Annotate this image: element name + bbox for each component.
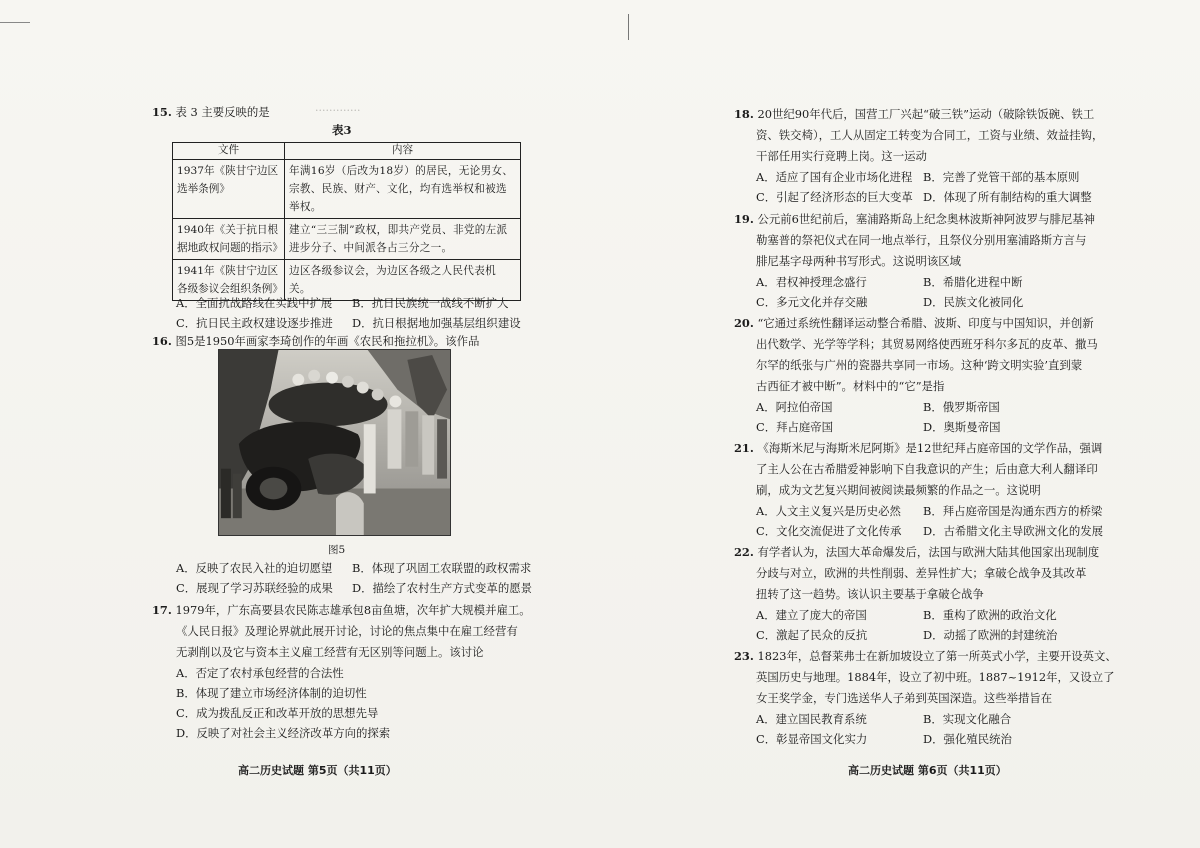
table-cell-document: 1937年《陕甘宁边区选举条例》 (173, 160, 285, 219)
question-15-options (176, 293, 521, 333)
question-text-line: 干部任用实行竞聘上岗。这一运动 (756, 149, 927, 163)
option-a[interactable]: A．适应了国有企业市场化进程 (756, 170, 913, 184)
question-17-stem (152, 600, 531, 620)
question-text-line: 1979年，广东高要县农民陈志雄承包8亩鱼塘，次年扩大规模并雇工。 (175, 603, 531, 617)
figure-5-painting (218, 349, 451, 536)
question-text-line: 女王奖学金，专门选送华人子弟到英国深造。这些举措旨在 (756, 691, 1053, 705)
bleed-through: ············· (315, 104, 361, 117)
question-22-stem (734, 542, 1099, 562)
option-a[interactable]: A．否定了农村承包经营的合法性 (176, 666, 344, 680)
option-b[interactable]: B．实现文化融合 (923, 712, 1012, 726)
question-text-line: 资、铁交椅），工人从固定工转变为合同工，工资与业绩、效益挂钩， (756, 128, 1104, 142)
question-text-line: 了主人公在古希腊爱神影响下自我意识的产生；后由意大利人翻译印 (756, 462, 1098, 476)
option-a[interactable]: A．反映了农民入社的迫切愿望 (176, 561, 333, 575)
option-d[interactable]: D．描绘了农村生产方式变革的愿景 (352, 581, 532, 595)
question-text-line: 有学者认为，法国大革命爆发后，法国与欧洲大陆其他国家出现制度 (757, 545, 1100, 559)
question-18-options (756, 167, 1092, 207)
table-cell-content: 建立“三三制”政权，即共产党员、非党的左派进步分子、中间派各占三分之一。 (285, 219, 521, 260)
page-footer-left: 高二历史试题 第5页（共11页） (238, 764, 397, 777)
option-b[interactable]: B．体现了建立市场经济体制的迫切性 (176, 686, 367, 700)
option-b[interactable]: B．体现了巩固工农联盟的政权需求 (352, 561, 532, 575)
question-text-line: 出代数学、光学等学科；其贸易网络使西班牙科尔多瓦的皮革、撒马 (756, 337, 1098, 351)
corner-mark (0, 22, 30, 23)
option-b[interactable]: B．完善了党管干部的基本原则 (923, 170, 1080, 184)
option-c[interactable]: C．成为拨乱反正和改革开放的思想先导 (176, 706, 379, 720)
question-number: 18. (734, 107, 754, 121)
table-row (173, 160, 521, 219)
option-b[interactable]: B．重构了欧洲的政治文化 (923, 608, 1057, 622)
question-17-options (176, 663, 390, 743)
question-text-line: 无剥削以及它与资本主义雇工经营有无区别等问题上。该讨论 (176, 645, 484, 659)
question-20-options (756, 397, 1000, 437)
option-c[interactable]: C．激起了民众的反抗 (756, 628, 868, 642)
option-d[interactable]: D．反映了对社会主义经济改革方向的探索 (176, 726, 391, 740)
option-a[interactable]: A．全面抗战路线在实践中扩展 (176, 296, 333, 310)
option-a[interactable]: A．君权神授理念盛行 (756, 275, 867, 289)
question-number: 19. (734, 212, 754, 226)
question-text-line: 英国历史与地理。1884年，设立了初中班。1887~1912年，又设立了 (756, 670, 1115, 684)
option-b[interactable]: B．拜占庭帝国是沟通东西方的桥梁 (923, 504, 1103, 518)
question-number: 21. (734, 441, 754, 455)
option-a[interactable]: A．人文主义复兴是历史必然 (756, 504, 901, 518)
page-footer-right: 高二历史试题 第6页（共11页） (848, 764, 1007, 777)
option-a[interactable]: A．建立国民教育系统 (756, 712, 867, 726)
column-header-document: 文件 (173, 143, 285, 160)
question-23-options (756, 709, 1012, 749)
option-b[interactable]: B．抗日民族统一战线不断扩大 (352, 296, 509, 310)
question-text-line: 分歧与对立，欧洲的共性削弱、差异性扩大；拿破仑战争及其改革 (756, 566, 1087, 580)
question-text-line: 腓尼基字母两种书写形式。这说明该区域 (756, 254, 962, 268)
question-number: 22. (734, 545, 754, 559)
question-number: 16. (152, 334, 172, 348)
question-number: 23. (734, 649, 754, 663)
question-19-options (756, 272, 1023, 312)
question-text-line: 1823年，总督莱弗士在新加坡设立了第一所英式小学，主要开设英文、 (757, 649, 1117, 663)
table-header-row (173, 143, 521, 160)
table-row (173, 219, 521, 260)
table-cell-document: 1941年《陕甘宁边区各级参议会组织条例》 (173, 260, 285, 301)
table-caption: 表3 (332, 123, 352, 137)
option-b[interactable]: B．俄罗斯帝国 (923, 400, 1000, 414)
question-16-options (176, 558, 532, 598)
option-d[interactable]: D．体现了所有制结构的重大调整 (923, 190, 1092, 204)
question-text-line: 公元前6世纪前后，塞浦路斯岛上纪念奥林波斯神阿波罗与腓尼基神 (757, 212, 1096, 226)
fold-mark (628, 14, 629, 40)
question-20-stem (734, 313, 1094, 333)
table-cell-content: 边区各级参议会，为边区各级之人民代表机关。 (285, 260, 521, 301)
question-21-options (756, 501, 1103, 541)
question-number: 15. (152, 105, 172, 119)
question-21-stem (734, 438, 1102, 458)
question-text: 图5是1950年画家李琦创作的年画《农民和拖拉机》。该作品 (175, 334, 480, 348)
option-c[interactable]: C．拜占庭帝国 (756, 420, 834, 434)
question-16-stem (152, 331, 479, 351)
painting-image (219, 350, 450, 535)
question-18-stem (734, 104, 1094, 124)
question-text-line: 20世纪90年代后，国营工厂兴起“破三铁”运动（破除铁饭碗、铁工 (757, 107, 1095, 121)
option-c[interactable]: C．彰显帝国文化实力 (756, 732, 868, 746)
question-text-line: 古西征才被中断”。材料中的“它”是指 (756, 379, 945, 393)
option-c[interactable]: C．引起了经济形态的巨大变革 (756, 190, 913, 204)
option-b[interactable]: B．希腊化进程中断 (923, 275, 1023, 289)
question-text-line: 刷，成为文艺复兴期间被阅读最频繁的作品之一。这说明 (756, 483, 1041, 497)
option-d[interactable]: D．民族文化被同化 (923, 295, 1024, 309)
question-text-line: 扭转了这一趋势。该认识主要基于拿破仑战争 (756, 587, 984, 601)
option-c[interactable]: C．抗日民主政权建设逐步推进 (176, 316, 333, 330)
option-a[interactable]: A．建立了庞大的帝国 (756, 608, 867, 622)
option-c[interactable]: C．文化交流促进了文化传承 (756, 524, 902, 538)
question-15-stem (152, 102, 270, 122)
option-a[interactable]: A．阿拉伯帝国 (756, 400, 833, 414)
question-text-line: 勒塞普的祭祀仪式在同一地点举行，且祭仪分别用塞浦路斯方言与 (756, 233, 1087, 247)
question-text-line: 《人民日报》及理论界就此展开讨论，讨论的焦点集中在雇工经营有 (176, 624, 518, 638)
table-3 (172, 142, 521, 301)
question-number: 17. (152, 603, 172, 617)
question-23-stem (734, 646, 1117, 666)
column-header-content: 内容 (285, 143, 521, 160)
table-cell-document: 1940年《关于抗日根据地政权问题的指示》 (173, 219, 285, 260)
option-d[interactable]: D．抗日根据地加强基层组织建设 (352, 316, 521, 330)
question-text-line: “它通过系统性翻译运动整合希腊、波斯、印度与中国知识，并创新 (757, 316, 1094, 330)
option-d[interactable]: D．古希腊文化主导欧洲文化的发展 (923, 524, 1103, 538)
option-d[interactable]: D．动摇了欧洲的封建统治 (923, 628, 1058, 642)
option-c[interactable]: C．多元文化并存交融 (756, 295, 868, 309)
option-c[interactable]: C．展现了学习苏联经验的成果 (176, 581, 333, 595)
question-text: 表 3 主要反映的是 (175, 105, 270, 119)
option-d[interactable]: D．强化殖民统治 (923, 732, 1012, 746)
table-cell-content: 年满16岁（后改为18岁）的居民，无论男女、宗教、民族、财产、文化，均有选举权和被选举权。 (285, 160, 521, 219)
figure-caption: 图5 (328, 544, 346, 556)
question-text-line: 尔罕的纸张与广州的瓷器共享同一市场。这种‘跨文明实验’直到蒙 (756, 358, 1083, 372)
option-d[interactable]: D．奥斯曼帝国 (923, 420, 1001, 434)
question-19-stem (734, 209, 1095, 229)
question-22-options (756, 605, 1057, 645)
question-text-line: 《海斯米尼与海斯米尼阿斯》是12世纪拜占庭帝国的文学作品，强调 (757, 441, 1103, 455)
question-number: 20. (734, 316, 754, 330)
